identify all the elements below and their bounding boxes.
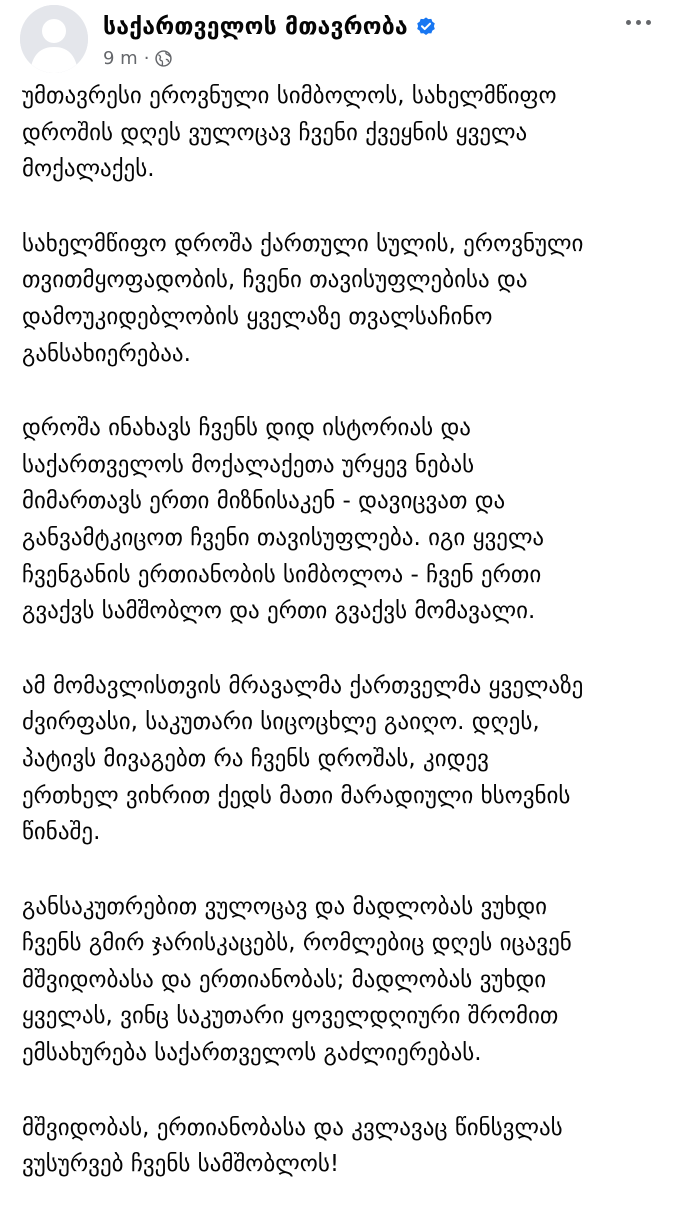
avatar[interactable] — [20, 5, 88, 73]
more-options-icon-dot — [626, 20, 631, 25]
post-text-line: ჩვენს გმირ ჯარისკაცებს, რომლებიც დღეს იცავენ — [22, 930, 572, 957]
post-text-line: ერთხელ ვიხრით ქედს მათი მარადიული ხსოვნის — [22, 782, 571, 809]
post-paragraph — [22, 226, 662, 372]
post-paragraph — [22, 1110, 662, 1183]
more-options-icon-dot — [636, 20, 641, 25]
post-text-line: დამოუკიდებლობის ყველაზე თვალსაჩინო — [22, 303, 493, 330]
post-text-line: მშვიდობას, ერთიანობასა და კვლავაც წინსვლას — [22, 1114, 563, 1141]
post-text-line: განსახიერებაა. — [22, 340, 191, 367]
post-text-line: ემსახურება საქართველოს გაძლიერებას. — [22, 1040, 482, 1067]
post-text-line: უმთავრესი ეროვნული სიმბოლოს, სახელმწიფო — [22, 83, 557, 109]
post-text-line: ყველას, ვინც საკუთარი ყოველდღიური შრომით — [22, 1003, 559, 1030]
post-text-line: საქართველოს მოქალაქეთა ურყევ ნებას — [22, 451, 475, 478]
post-text-line: მოქალაქეს. — [22, 156, 155, 183]
more-options-button[interactable] — [618, 6, 658, 38]
post-text-line: ამ მომავლისთვის მრავალმა ქართველმა ყველაზე — [22, 672, 584, 699]
post-text-line: დროშა ინახავს ჩვენს დიდ ისტორიას და — [22, 415, 471, 442]
verified-badge-icon — [415, 16, 437, 38]
post-header — [0, 0, 676, 76]
post-text-line: ძვირფასი, საკუთარი სიცოცხლე გაიღო. დღეს, — [22, 709, 540, 736]
post-text-line: მიმართავს ერთი მიზნისაკენ - დავიცვათ და — [22, 488, 506, 515]
post-meta — [103, 46, 172, 70]
avatar-silhouette-icon — [20, 5, 88, 73]
post-timestamp[interactable]: 9 m — [103, 47, 138, 69]
page-name[interactable]: საქართველოს მთავრობა — [103, 14, 408, 40]
meta-separator: · — [143, 47, 150, 69]
post-paragraph — [22, 889, 662, 1072]
post-text-line: განსაკუთრებით ვულოცავ და მადლობას ვუხდი — [22, 893, 548, 920]
post-text-line: თვითმყოფადობის, ჩვენი თავისუფლებისა და — [22, 267, 528, 294]
post-paragraph — [22, 410, 662, 630]
post-body — [22, 78, 662, 1221]
post-text-line: გვაქვს სამშობლო და ერთი გვაქვს მომავალი. — [22, 598, 536, 625]
post-paragraph — [22, 668, 662, 851]
post-text-line: მშვიდობასა და ერთიანობას; მადლობას ვუხდი — [22, 966, 547, 993]
post-text-line: ვუსურვებ ჩვენს სამშობლოს! — [22, 1151, 340, 1178]
post-text-line: განვამტკიცოთ ჩვენი თავისუფლება. იგი ყველა — [22, 524, 545, 551]
page-name-row — [103, 10, 437, 44]
globe-icon[interactable] — [155, 50, 172, 67]
post-text-line: პატივს მივაგებთ რა ჩვენს დროშას, კიდევ — [22, 745, 489, 772]
more-options-icon-dot — [646, 20, 651, 25]
post-text-line: სახელმწიფო დროშა ქართული სულის, ეროვნული — [22, 230, 584, 257]
post-text-line: ჩვენგანის ერთიანობის სიმბოლოა - ჩვენ ერთი — [22, 561, 542, 588]
post-text-line: წინაშე. — [22, 819, 101, 846]
post-text-line: დროშის დღეს ვულოცავ ჩვენი ქვეყნის ყველა — [22, 119, 528, 146]
post-paragraph — [22, 78, 662, 188]
